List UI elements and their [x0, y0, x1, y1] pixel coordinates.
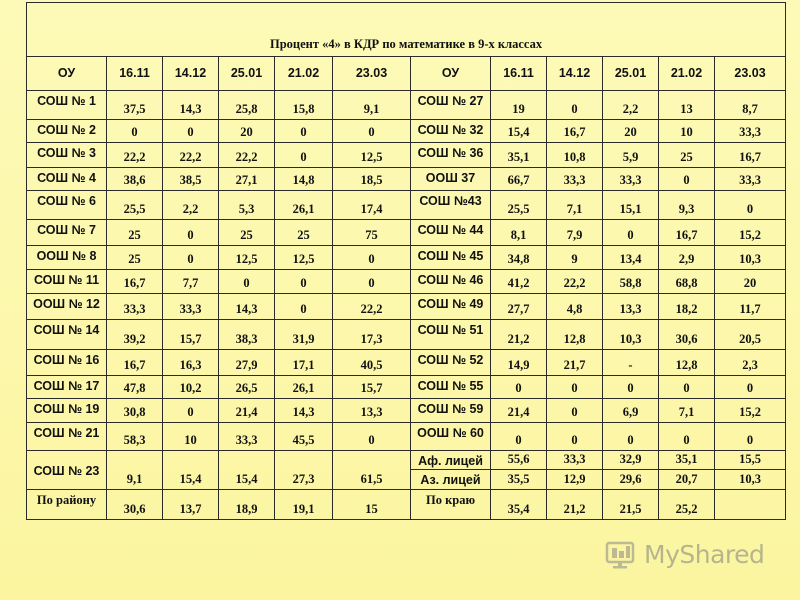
- table-row: [27, 376, 786, 399]
- value-cell: 26,1: [275, 190, 333, 220]
- value-cell: 41,2: [491, 269, 547, 293]
- school-name-cell: Аз. лицей: [411, 470, 491, 490]
- value-cell: 0: [603, 376, 659, 399]
- value-cell: 14,3: [219, 293, 275, 319]
- value-cell: 20: [219, 120, 275, 143]
- value-cell: 16,7: [547, 120, 603, 143]
- value-cell: 6,9: [603, 399, 659, 423]
- school-name-cell: СОШ № 14: [27, 320, 107, 350]
- value-cell: 5,3: [219, 190, 275, 220]
- header-cell: 23.03: [715, 56, 786, 90]
- value-cell: 7,9: [547, 220, 603, 245]
- value-cell: 15,2: [715, 220, 786, 245]
- value-cell: 10,3: [715, 470, 786, 490]
- table-row: [27, 349, 786, 375]
- value-cell: 10,8: [547, 143, 603, 167]
- header-cell: ОУ: [411, 56, 491, 90]
- school-name-cell: СОШ № 19: [27, 399, 107, 423]
- table-row: [27, 423, 786, 450]
- value-cell: 29,6: [603, 470, 659, 490]
- total-value-cell: 13,7: [163, 490, 219, 520]
- value-cell: 0: [275, 293, 333, 319]
- value-cell: 14,8: [275, 167, 333, 190]
- value-cell: 2,3: [715, 349, 786, 375]
- value-cell: 31,9: [275, 320, 333, 350]
- value-cell: 27,1: [219, 167, 275, 190]
- value-cell: 22,2: [107, 143, 163, 167]
- total-value-cell: [715, 490, 786, 520]
- value-cell: 16,7: [107, 349, 163, 375]
- value-cell: 0: [163, 120, 219, 143]
- school-name-cell: СОШ № 16: [27, 349, 107, 375]
- results-table: [26, 2, 786, 520]
- header-cell: 14.12: [547, 56, 603, 90]
- value-cell: 15,5: [715, 450, 786, 470]
- value-cell: 20,5: [715, 320, 786, 350]
- school-name-cell: СОШ № 17: [27, 376, 107, 399]
- value-cell: -: [603, 349, 659, 375]
- table-row: [27, 450, 786, 470]
- value-cell: 0: [715, 423, 786, 450]
- value-cell: 0: [275, 269, 333, 293]
- value-cell: 33,3: [603, 167, 659, 190]
- value-cell: 2,2: [163, 190, 219, 220]
- value-cell: 16,7: [107, 269, 163, 293]
- table-row: [27, 245, 786, 269]
- value-cell: 35,5: [491, 470, 547, 490]
- value-cell: 22,2: [333, 293, 411, 319]
- table-row: [27, 293, 786, 319]
- header-cell: 21.02: [659, 56, 715, 90]
- value-cell: 33,3: [163, 293, 219, 319]
- value-cell: 33,3: [547, 167, 603, 190]
- district-total-label: По району: [27, 490, 107, 520]
- school-name-cell: СОШ № 4: [27, 167, 107, 190]
- value-cell: 45,5: [275, 423, 333, 450]
- value-cell: 0: [163, 220, 219, 245]
- value-cell: 14,3: [163, 90, 219, 120]
- value-cell: 21,4: [491, 399, 547, 423]
- value-cell: 20: [715, 269, 786, 293]
- value-cell: 13,3: [603, 293, 659, 319]
- table-row: [27, 143, 786, 167]
- value-cell: 0: [333, 245, 411, 269]
- value-cell: 32,9: [603, 450, 659, 470]
- value-cell: 0: [333, 423, 411, 450]
- table-row: [27, 269, 786, 293]
- school-name-cell: СОШ № 44: [411, 220, 491, 245]
- table-row: [27, 167, 786, 190]
- totals-row: [27, 490, 786, 520]
- value-cell: 27,3: [275, 450, 333, 490]
- value-cell: 22,2: [163, 143, 219, 167]
- table-row: [27, 120, 786, 143]
- school-name-cell: СОШ № 6: [27, 190, 107, 220]
- school-name-cell: СОШ № 21: [27, 423, 107, 450]
- value-cell: 9: [547, 245, 603, 269]
- value-cell: 4,8: [547, 293, 603, 319]
- value-cell: 15,4: [219, 450, 275, 490]
- value-cell: 68,8: [659, 269, 715, 293]
- value-cell: 25,5: [491, 190, 547, 220]
- value-cell: 15,7: [163, 320, 219, 350]
- value-cell: 7,7: [163, 269, 219, 293]
- value-cell: 26,1: [275, 376, 333, 399]
- myshared-watermark: [604, 534, 774, 574]
- value-cell: 0: [163, 399, 219, 423]
- value-cell: 5,9: [603, 143, 659, 167]
- value-cell: 15,4: [163, 450, 219, 490]
- school-name-cell: СОШ №43: [411, 190, 491, 220]
- value-cell: 0: [659, 423, 715, 450]
- value-cell: 33,3: [715, 167, 786, 190]
- value-cell: 37,5: [107, 90, 163, 120]
- value-cell: 30,6: [659, 320, 715, 350]
- total-value-cell: 19,1: [275, 490, 333, 520]
- value-cell: 8,1: [491, 220, 547, 245]
- value-cell: 9,3: [659, 190, 715, 220]
- total-value-cell: 25,2: [659, 490, 715, 520]
- value-cell: 38,5: [163, 167, 219, 190]
- value-cell: 2,9: [659, 245, 715, 269]
- value-cell: 0: [275, 120, 333, 143]
- total-value-cell: 18,9: [219, 490, 275, 520]
- value-cell: 17,3: [333, 320, 411, 350]
- value-cell: 25,8: [219, 90, 275, 120]
- value-cell: 0: [491, 376, 547, 399]
- school-name-cell: СОШ № 2: [27, 120, 107, 143]
- value-cell: 75: [333, 220, 411, 245]
- value-cell: 25: [219, 220, 275, 245]
- school-name-cell: СОШ № 46: [411, 269, 491, 293]
- school-name-cell: ООШ № 12: [27, 293, 107, 319]
- value-cell: 0: [219, 269, 275, 293]
- value-cell: 15,8: [275, 90, 333, 120]
- header-cell: 16.11: [107, 56, 163, 90]
- table-title: Процент «4» в КДР по математике в 9-х классах: [27, 3, 786, 57]
- value-cell: 17,4: [333, 190, 411, 220]
- region-total-label: По краю: [411, 490, 491, 520]
- table-row: [27, 220, 786, 245]
- value-cell: 12,5: [333, 143, 411, 167]
- value-cell: 0: [275, 143, 333, 167]
- value-cell: 10: [163, 423, 219, 450]
- value-cell: 12,9: [547, 470, 603, 490]
- value-cell: 0: [715, 376, 786, 399]
- value-cell: 27,7: [491, 293, 547, 319]
- school-name-cell: ООШ 37: [411, 167, 491, 190]
- value-cell: 33,3: [547, 450, 603, 470]
- value-cell: 0: [547, 376, 603, 399]
- value-cell: 58,8: [603, 269, 659, 293]
- value-cell: 12,5: [219, 245, 275, 269]
- value-cell: 66,7: [491, 167, 547, 190]
- myshared-logo-icon: [604, 536, 640, 572]
- watermark-text: MyShared: [644, 539, 765, 569]
- value-cell: 0: [603, 220, 659, 245]
- school-name-cell: ООШ № 60: [411, 423, 491, 450]
- value-cell: 10: [659, 120, 715, 143]
- school-name-cell: СОШ № 23: [27, 450, 107, 490]
- value-cell: 22,2: [547, 269, 603, 293]
- total-value-cell: 21,2: [547, 490, 603, 520]
- value-cell: 16,7: [659, 220, 715, 245]
- header-cell: 25.01: [603, 56, 659, 90]
- value-cell: 0: [715, 190, 786, 220]
- value-cell: 14,9: [491, 349, 547, 375]
- header-cell: 23.03: [333, 56, 411, 90]
- value-cell: 10,3: [603, 320, 659, 350]
- school-name-cell: СОШ № 59: [411, 399, 491, 423]
- value-cell: 16,7: [715, 143, 786, 167]
- value-cell: 0: [107, 120, 163, 143]
- value-cell: 10,3: [715, 245, 786, 269]
- value-cell: 7,1: [659, 399, 715, 423]
- header-cell: 16.11: [491, 56, 547, 90]
- value-cell: 27,9: [219, 349, 275, 375]
- school-name-cell: СОШ № 11: [27, 269, 107, 293]
- value-cell: 0: [333, 269, 411, 293]
- value-cell: 15,2: [715, 399, 786, 423]
- value-cell: 18,5: [333, 167, 411, 190]
- value-cell: 13,4: [603, 245, 659, 269]
- value-cell: 0: [603, 423, 659, 450]
- value-cell: 17,1: [275, 349, 333, 375]
- school-name-cell: СОШ № 45: [411, 245, 491, 269]
- value-cell: 0: [659, 376, 715, 399]
- table-row: [27, 90, 786, 120]
- value-cell: 21,7: [547, 349, 603, 375]
- value-cell: 0: [547, 423, 603, 450]
- value-cell: 21,4: [219, 399, 275, 423]
- value-cell: 15,1: [603, 190, 659, 220]
- value-cell: 18,2: [659, 293, 715, 319]
- value-cell: 33,3: [107, 293, 163, 319]
- value-cell: 35,1: [491, 143, 547, 167]
- value-cell: 21,2: [491, 320, 547, 350]
- school-name-cell: СОШ № 49: [411, 293, 491, 319]
- value-cell: 15,7: [333, 376, 411, 399]
- value-cell: 30,8: [107, 399, 163, 423]
- school-name-cell: СОШ № 36: [411, 143, 491, 167]
- table-row: [27, 190, 786, 220]
- total-value-cell: 21,5: [603, 490, 659, 520]
- header-cell: 21.02: [275, 56, 333, 90]
- value-cell: 7,1: [547, 190, 603, 220]
- header-row: [27, 56, 786, 90]
- value-cell: 0: [547, 399, 603, 423]
- value-cell: 13,3: [333, 399, 411, 423]
- value-cell: 25: [659, 143, 715, 167]
- table-row: [27, 399, 786, 423]
- value-cell: 47,8: [107, 376, 163, 399]
- value-cell: 0: [333, 120, 411, 143]
- value-cell: 38,6: [107, 167, 163, 190]
- school-name-cell: СОШ № 1: [27, 90, 107, 120]
- total-value-cell: 30,6: [107, 490, 163, 520]
- header-cell: 14.12: [163, 56, 219, 90]
- value-cell: 25: [107, 245, 163, 269]
- value-cell: 9,1: [107, 450, 163, 490]
- value-cell: 12,5: [275, 245, 333, 269]
- value-cell: 25,5: [107, 190, 163, 220]
- header-cell: 25.01: [219, 56, 275, 90]
- value-cell: 14,3: [275, 399, 333, 423]
- school-name-cell: СОШ № 3: [27, 143, 107, 167]
- value-cell: 12,8: [547, 320, 603, 350]
- value-cell: 25: [275, 220, 333, 245]
- value-cell: 35,1: [659, 450, 715, 470]
- value-cell: 9,1: [333, 90, 411, 120]
- value-cell: 0: [163, 245, 219, 269]
- value-cell: 20: [603, 120, 659, 143]
- value-cell: 58,3: [107, 423, 163, 450]
- total-value-cell: 35,4: [491, 490, 547, 520]
- value-cell: 20,7: [659, 470, 715, 490]
- value-cell: 33,3: [715, 120, 786, 143]
- value-cell: 19: [491, 90, 547, 120]
- value-cell: 26,5: [219, 376, 275, 399]
- school-name-cell: СОШ № 32: [411, 120, 491, 143]
- value-cell: 34,8: [491, 245, 547, 269]
- value-cell: 33,3: [219, 423, 275, 450]
- school-name-cell: СОШ № 51: [411, 320, 491, 350]
- value-cell: 55,6: [491, 450, 547, 470]
- school-name-cell: СОШ № 27: [411, 90, 491, 120]
- value-cell: 13: [659, 90, 715, 120]
- school-name-cell: СОШ № 7: [27, 220, 107, 245]
- value-cell: 40,5: [333, 349, 411, 375]
- total-value-cell: 15: [333, 490, 411, 520]
- value-cell: 8,7: [715, 90, 786, 120]
- value-cell: 0: [659, 167, 715, 190]
- value-cell: 61,5: [333, 450, 411, 490]
- value-cell: 10,2: [163, 376, 219, 399]
- table-row: [27, 320, 786, 350]
- value-cell: 15,4: [491, 120, 547, 143]
- value-cell: 0: [491, 423, 547, 450]
- value-cell: 12,8: [659, 349, 715, 375]
- value-cell: 38,3: [219, 320, 275, 350]
- value-cell: 16,3: [163, 349, 219, 375]
- value-cell: 0: [547, 90, 603, 120]
- value-cell: 25: [107, 220, 163, 245]
- school-name-cell: Аф. лицей: [411, 450, 491, 470]
- school-name-cell: ООШ № 8: [27, 245, 107, 269]
- value-cell: 2,2: [603, 90, 659, 120]
- school-name-cell: СОШ № 52: [411, 349, 491, 375]
- value-cell: 11,7: [715, 293, 786, 319]
- value-cell: 39,2: [107, 320, 163, 350]
- school-name-cell: СОШ № 55: [411, 376, 491, 399]
- header-cell: ОУ: [27, 56, 107, 90]
- value-cell: 22,2: [219, 143, 275, 167]
